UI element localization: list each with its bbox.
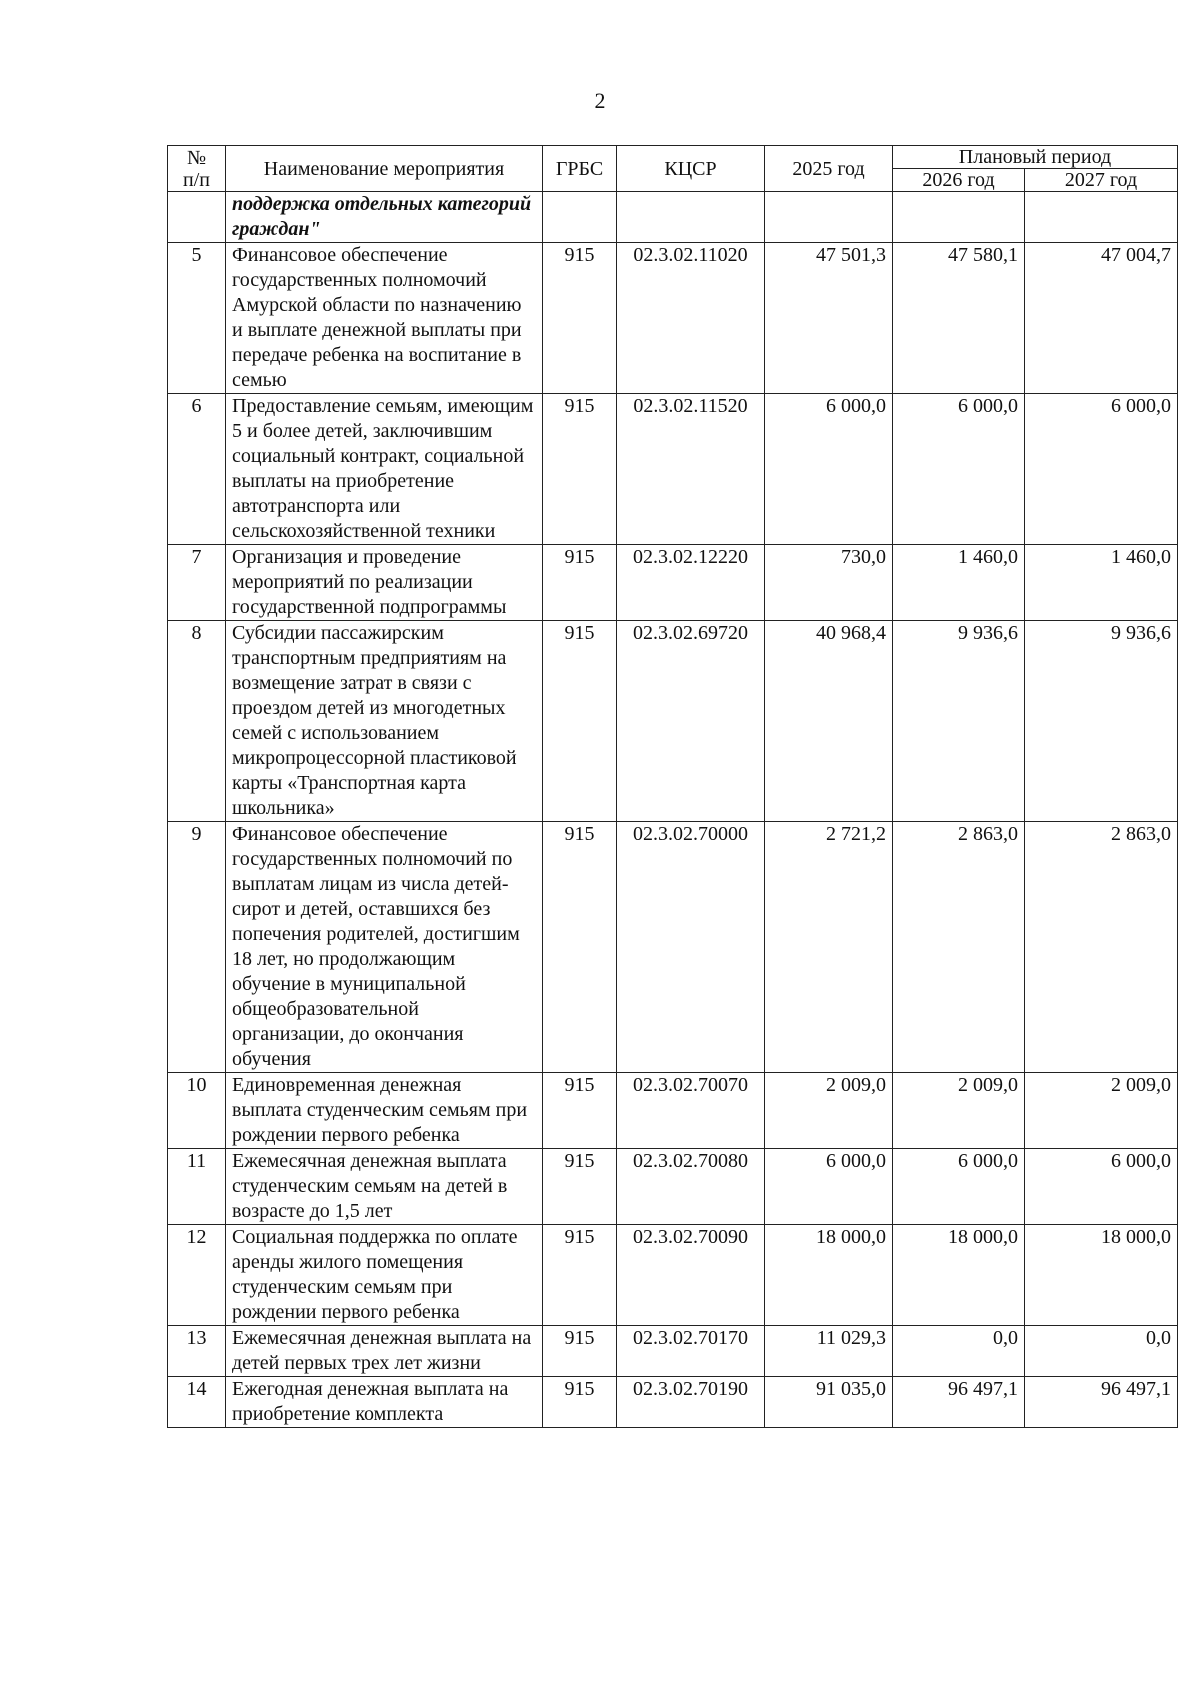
amount-2026: 9 936,6 [893, 621, 1025, 822]
table-row [168, 1225, 1178, 1326]
header-kcsr: КЦСР [617, 146, 765, 192]
amount-2027: 6 000,0 [1025, 394, 1178, 545]
kcsr-code: 02.3.02.70080 [617, 1149, 765, 1225]
amount-2025: 91 035,0 [765, 1377, 893, 1428]
row-number [168, 192, 226, 243]
amount-2026: 2 009,0 [893, 1073, 1025, 1149]
table-row [168, 545, 1178, 621]
row-number: 8 [168, 621, 226, 822]
amount-2027: 96 497,1 [1025, 1377, 1178, 1428]
table-row [168, 1149, 1178, 1225]
kcsr-code: 02.3.02.70190 [617, 1377, 765, 1428]
amount-2025 [765, 192, 893, 243]
page-number: 2 [594, 88, 606, 113]
grbs-code: 915 [543, 394, 617, 545]
kcsr-code: 02.3.02.11520 [617, 394, 765, 545]
table-row [168, 394, 1178, 545]
event-name: Финансовое обеспечение государственных полномочий Амурской области по назначению и выплате денежной выплаты при передаче ребенка на воспитание в семью [226, 243, 543, 394]
grbs-code: 915 [543, 1073, 617, 1149]
amount-2027 [1025, 192, 1178, 243]
table-row [168, 243, 1178, 394]
table-row [168, 822, 1178, 1073]
amount-2025: 18 000,0 [765, 1225, 893, 1326]
row-number: 7 [168, 545, 226, 621]
event-name: Субсидии пассажирским транспортным предприятиям на возмещение затрат в связи с проездом детей из многодетных семей с использованием микропроцессорной пластиковой карты «Транспортная карта школьника» [226, 621, 543, 822]
row-number: 14 [168, 1377, 226, 1428]
amount-2026: 0,0 [893, 1326, 1025, 1377]
header-year-2027: 2027 год [1025, 169, 1178, 192]
grbs-code: 915 [543, 1149, 617, 1225]
kcsr-code: 02.3.02.11020 [617, 243, 765, 394]
table-body [168, 192, 1178, 1428]
amount-2027: 1 460,0 [1025, 545, 1178, 621]
amount-2026: 1 460,0 [893, 545, 1025, 621]
grbs-code: 915 [543, 1225, 617, 1326]
kcsr-code: 02.3.02.69720 [617, 621, 765, 822]
table-row [168, 1073, 1178, 1149]
amount-2027: 0,0 [1025, 1326, 1178, 1377]
budget-table [167, 145, 1178, 1428]
grbs-code: 915 [543, 822, 617, 1073]
amount-2027: 9 936,6 [1025, 621, 1178, 822]
grbs-code: 915 [543, 1377, 617, 1428]
row-number: 11 [168, 1149, 226, 1225]
header-name: Наименование мероприятия [226, 146, 543, 192]
event-name: Организация и проведение мероприятий по реализации государственной подпрограммы [226, 545, 543, 621]
amount-2025: 730,0 [765, 545, 893, 621]
event-name: Финансовое обеспечение государственных полномочий по выплатам лицам из числа детей-сирот и детей, оставшихся без попечения родителей, достигшим 18 лет, но продолжающим обучение в муниципальной общеобразовательной организации, до окончания обучения [226, 822, 543, 1073]
amount-2026: 96 497,1 [893, 1377, 1025, 1428]
amount-2027: 47 004,7 [1025, 243, 1178, 394]
amount-2025: 2 009,0 [765, 1073, 893, 1149]
amount-2026: 47 580,1 [893, 243, 1025, 394]
amount-2027: 18 000,0 [1025, 1225, 1178, 1326]
header-year-2026: 2026 год [893, 169, 1025, 192]
header-num [168, 146, 226, 192]
grbs-code [543, 192, 617, 243]
kcsr-code: 02.3.02.70070 [617, 1073, 765, 1149]
table-row [168, 1326, 1178, 1377]
row-number: 6 [168, 394, 226, 545]
amount-2027: 2 009,0 [1025, 1073, 1178, 1149]
kcsr-code: 02.3.02.70170 [617, 1326, 765, 1377]
grbs-code: 915 [543, 243, 617, 394]
grbs-code: 915 [543, 545, 617, 621]
table-row [168, 621, 1178, 822]
grbs-code: 915 [543, 1326, 617, 1377]
amount-2026: 6 000,0 [893, 1149, 1025, 1225]
header-year-2025: 2025 год [765, 146, 893, 192]
event-name: поддержка отдельных категорий граждан" [226, 192, 543, 243]
amount-2026: 6 000,0 [893, 394, 1025, 545]
header-grbs: ГРБС [543, 146, 617, 192]
kcsr-code: 02.3.02.70000 [617, 822, 765, 1073]
header-num-text: № п/п [183, 146, 210, 191]
row-number: 13 [168, 1326, 226, 1377]
amount-2025: 40 968,4 [765, 621, 893, 822]
row-number: 10 [168, 1073, 226, 1149]
event-name: Ежемесячная денежная выплата студенческим семьям на детей в возрасте до 1,5 лет [226, 1149, 543, 1225]
event-name: Предоставление семьям, имеющим 5 и более детей, заключившим социальный контракт, социальной выплаты на приобретение автотранспорта или сельскохозяйственной техники [226, 394, 543, 545]
table-row [168, 192, 1178, 243]
amount-2027: 2 863,0 [1025, 822, 1178, 1073]
amount-2026: 2 863,0 [893, 822, 1025, 1073]
amount-2027: 6 000,0 [1025, 1149, 1178, 1225]
row-number: 5 [168, 243, 226, 394]
amount-2025: 6 000,0 [765, 1149, 893, 1225]
amount-2026 [893, 192, 1025, 243]
row-number: 9 [168, 822, 226, 1073]
amount-2025: 11 029,3 [765, 1326, 893, 1377]
kcsr-code: 02.3.02.70090 [617, 1225, 765, 1326]
kcsr-code: 02.3.02.12220 [617, 545, 765, 621]
grbs-code: 915 [543, 621, 617, 822]
event-name: Ежемесячная денежная выплата на детей первых трех лет жизни [226, 1326, 543, 1377]
amount-2025: 2 721,2 [765, 822, 893, 1073]
event-name: Социальная поддержка по оплате аренды жилого помещения студенческим семьям при рождении первого ребенка [226, 1225, 543, 1326]
amount-2025: 6 000,0 [765, 394, 893, 545]
event-name: Ежегодная денежная выплата на приобретение комплекта [226, 1377, 543, 1428]
row-number: 12 [168, 1225, 226, 1326]
table-row [168, 1377, 1178, 1428]
amount-2026: 18 000,0 [893, 1225, 1025, 1326]
amount-2025: 47 501,3 [765, 243, 893, 394]
kcsr-code [617, 192, 765, 243]
event-name: Единовременная денежная выплата студенческим семьям при рождении первого ребенка [226, 1073, 543, 1149]
header-planned-period: Плановый период [893, 146, 1178, 169]
